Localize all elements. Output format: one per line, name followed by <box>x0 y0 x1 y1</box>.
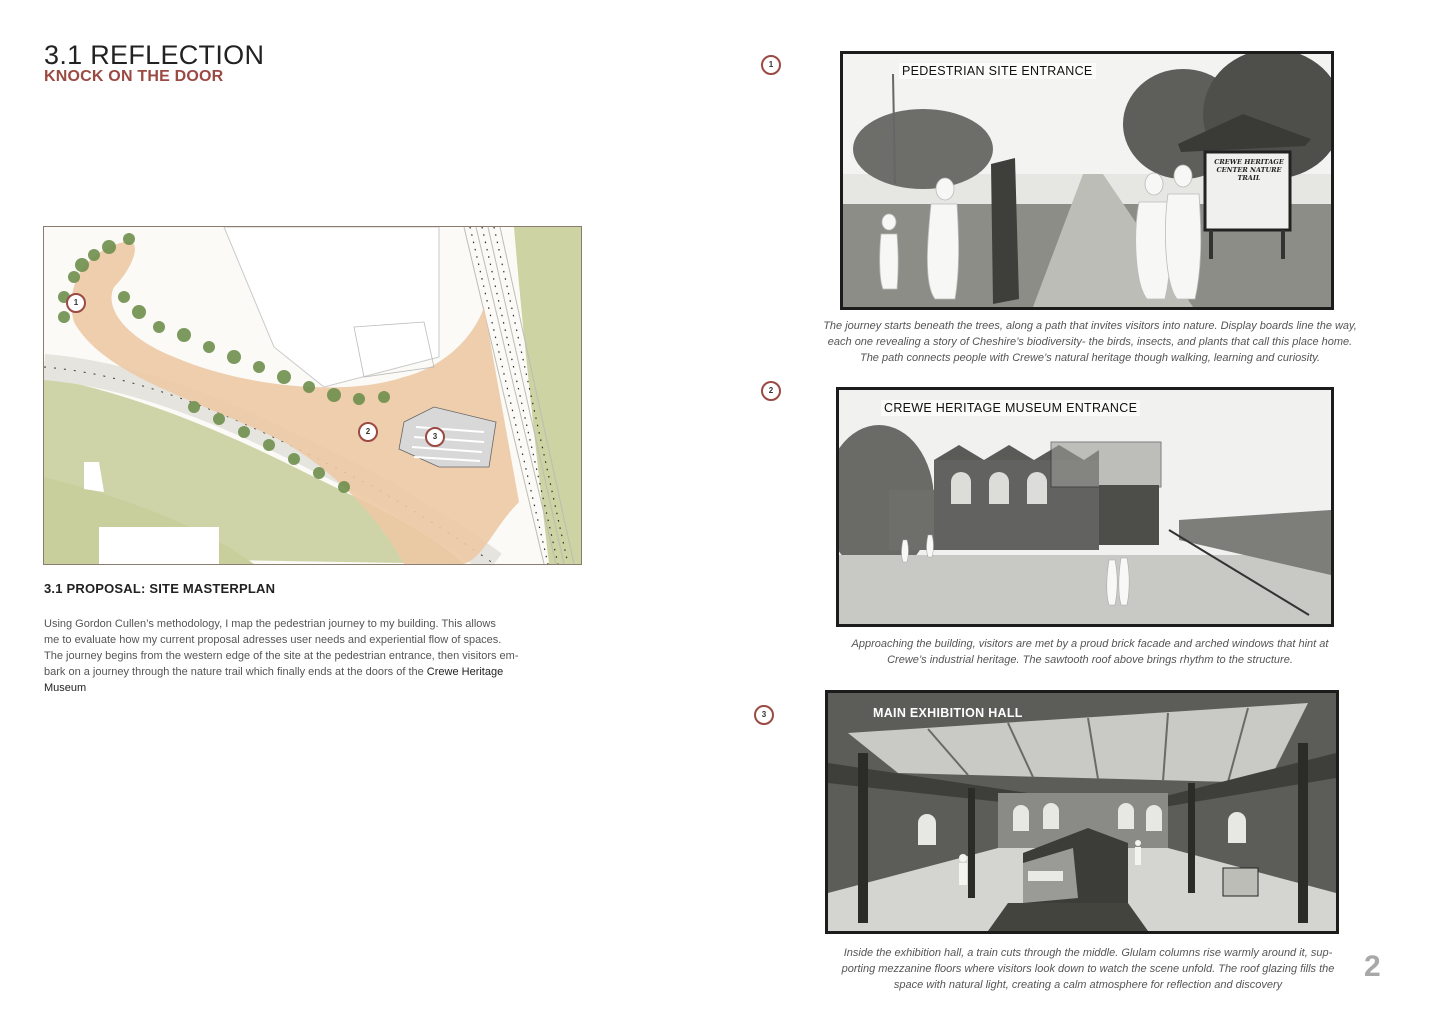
marker-2: 2 <box>358 422 378 442</box>
sketch-title-2: CREWE HERITAGE MUSEUM ENTRANCE <box>881 400 1140 416</box>
page-title: 3.1 REFLECTION <box>44 40 265 70</box>
marker-3: 3 <box>425 427 445 447</box>
nature-trail-sign: CREWE HERITAGE CENTER NATURE TRAIL <box>1214 158 1284 182</box>
section-heading: 3.1 PROPOSAL: SITE MASTERPLAN <box>44 581 276 596</box>
proposal-body <box>44 616 522 696</box>
marker-1: 1 <box>66 293 86 313</box>
body-line: me to evaluate how my current proposal adresses user needs and experiential flow of spaces. <box>44 634 502 646</box>
sketch-number-2: 2 <box>761 381 781 401</box>
highlight-text: Crewe Heritage <box>426 666 504 678</box>
sketch-caption-3: Inside the exhibition hall, a train cuts through the middle. Glulam columns rise warmly around it, sup- porting mezzanine floors where visitors look down to watch the scene unfold. The roof glazing fills the space with natural light, creating a calm atmosphere for reflection and discovery <box>841 947 1335 991</box>
body-line: Using Gordon Cullen’s methodology, I map the pedestrian journey to my building. This allows <box>44 618 496 630</box>
sketch-museum-entrance <box>836 387 1334 627</box>
site-masterplan-image <box>43 226 582 565</box>
body-line: bark on a journey through the nature trail which finally ends at the doors of the Crewe Heritage <box>44 666 504 678</box>
sketch-title-1: PEDESTRIAN SITE ENTRANCE <box>899 63 1096 79</box>
sketch-number-3: 3 <box>754 705 774 725</box>
highlight-text: Museum <box>44 682 87 694</box>
sketch-caption-1: The journey starts beneath the trees, along a path that invites visitors into nature. Display boards line the way, each one revealing a story of Cheshire’s biodiversity- the birds, insects, and plants that call this place home. The path connects people with Crewe’s natural heritage though walking, learning and curiosity. <box>823 320 1357 364</box>
sketch-pedestrian-entrance <box>840 51 1334 310</box>
sketch-exhibition-hall <box>825 690 1339 934</box>
body-line: The journey begins from the western edge of the site at the pedestrian entrance, then visitors em- <box>44 650 519 662</box>
page-number: 2 <box>1364 950 1381 983</box>
sketch-title-3: MAIN EXHIBITION HALL <box>873 706 1023 720</box>
page-subtitle: KNOCK ON THE DOOR <box>44 68 224 85</box>
sketch-caption-2: Approaching the building, visitors are met by a proud brick facade and arched windows that hint at Crewe’s industrial heritage. The sawtooth roof above brings rhythm to the structure. <box>851 638 1329 666</box>
sketch-number-1: 1 <box>761 55 781 75</box>
